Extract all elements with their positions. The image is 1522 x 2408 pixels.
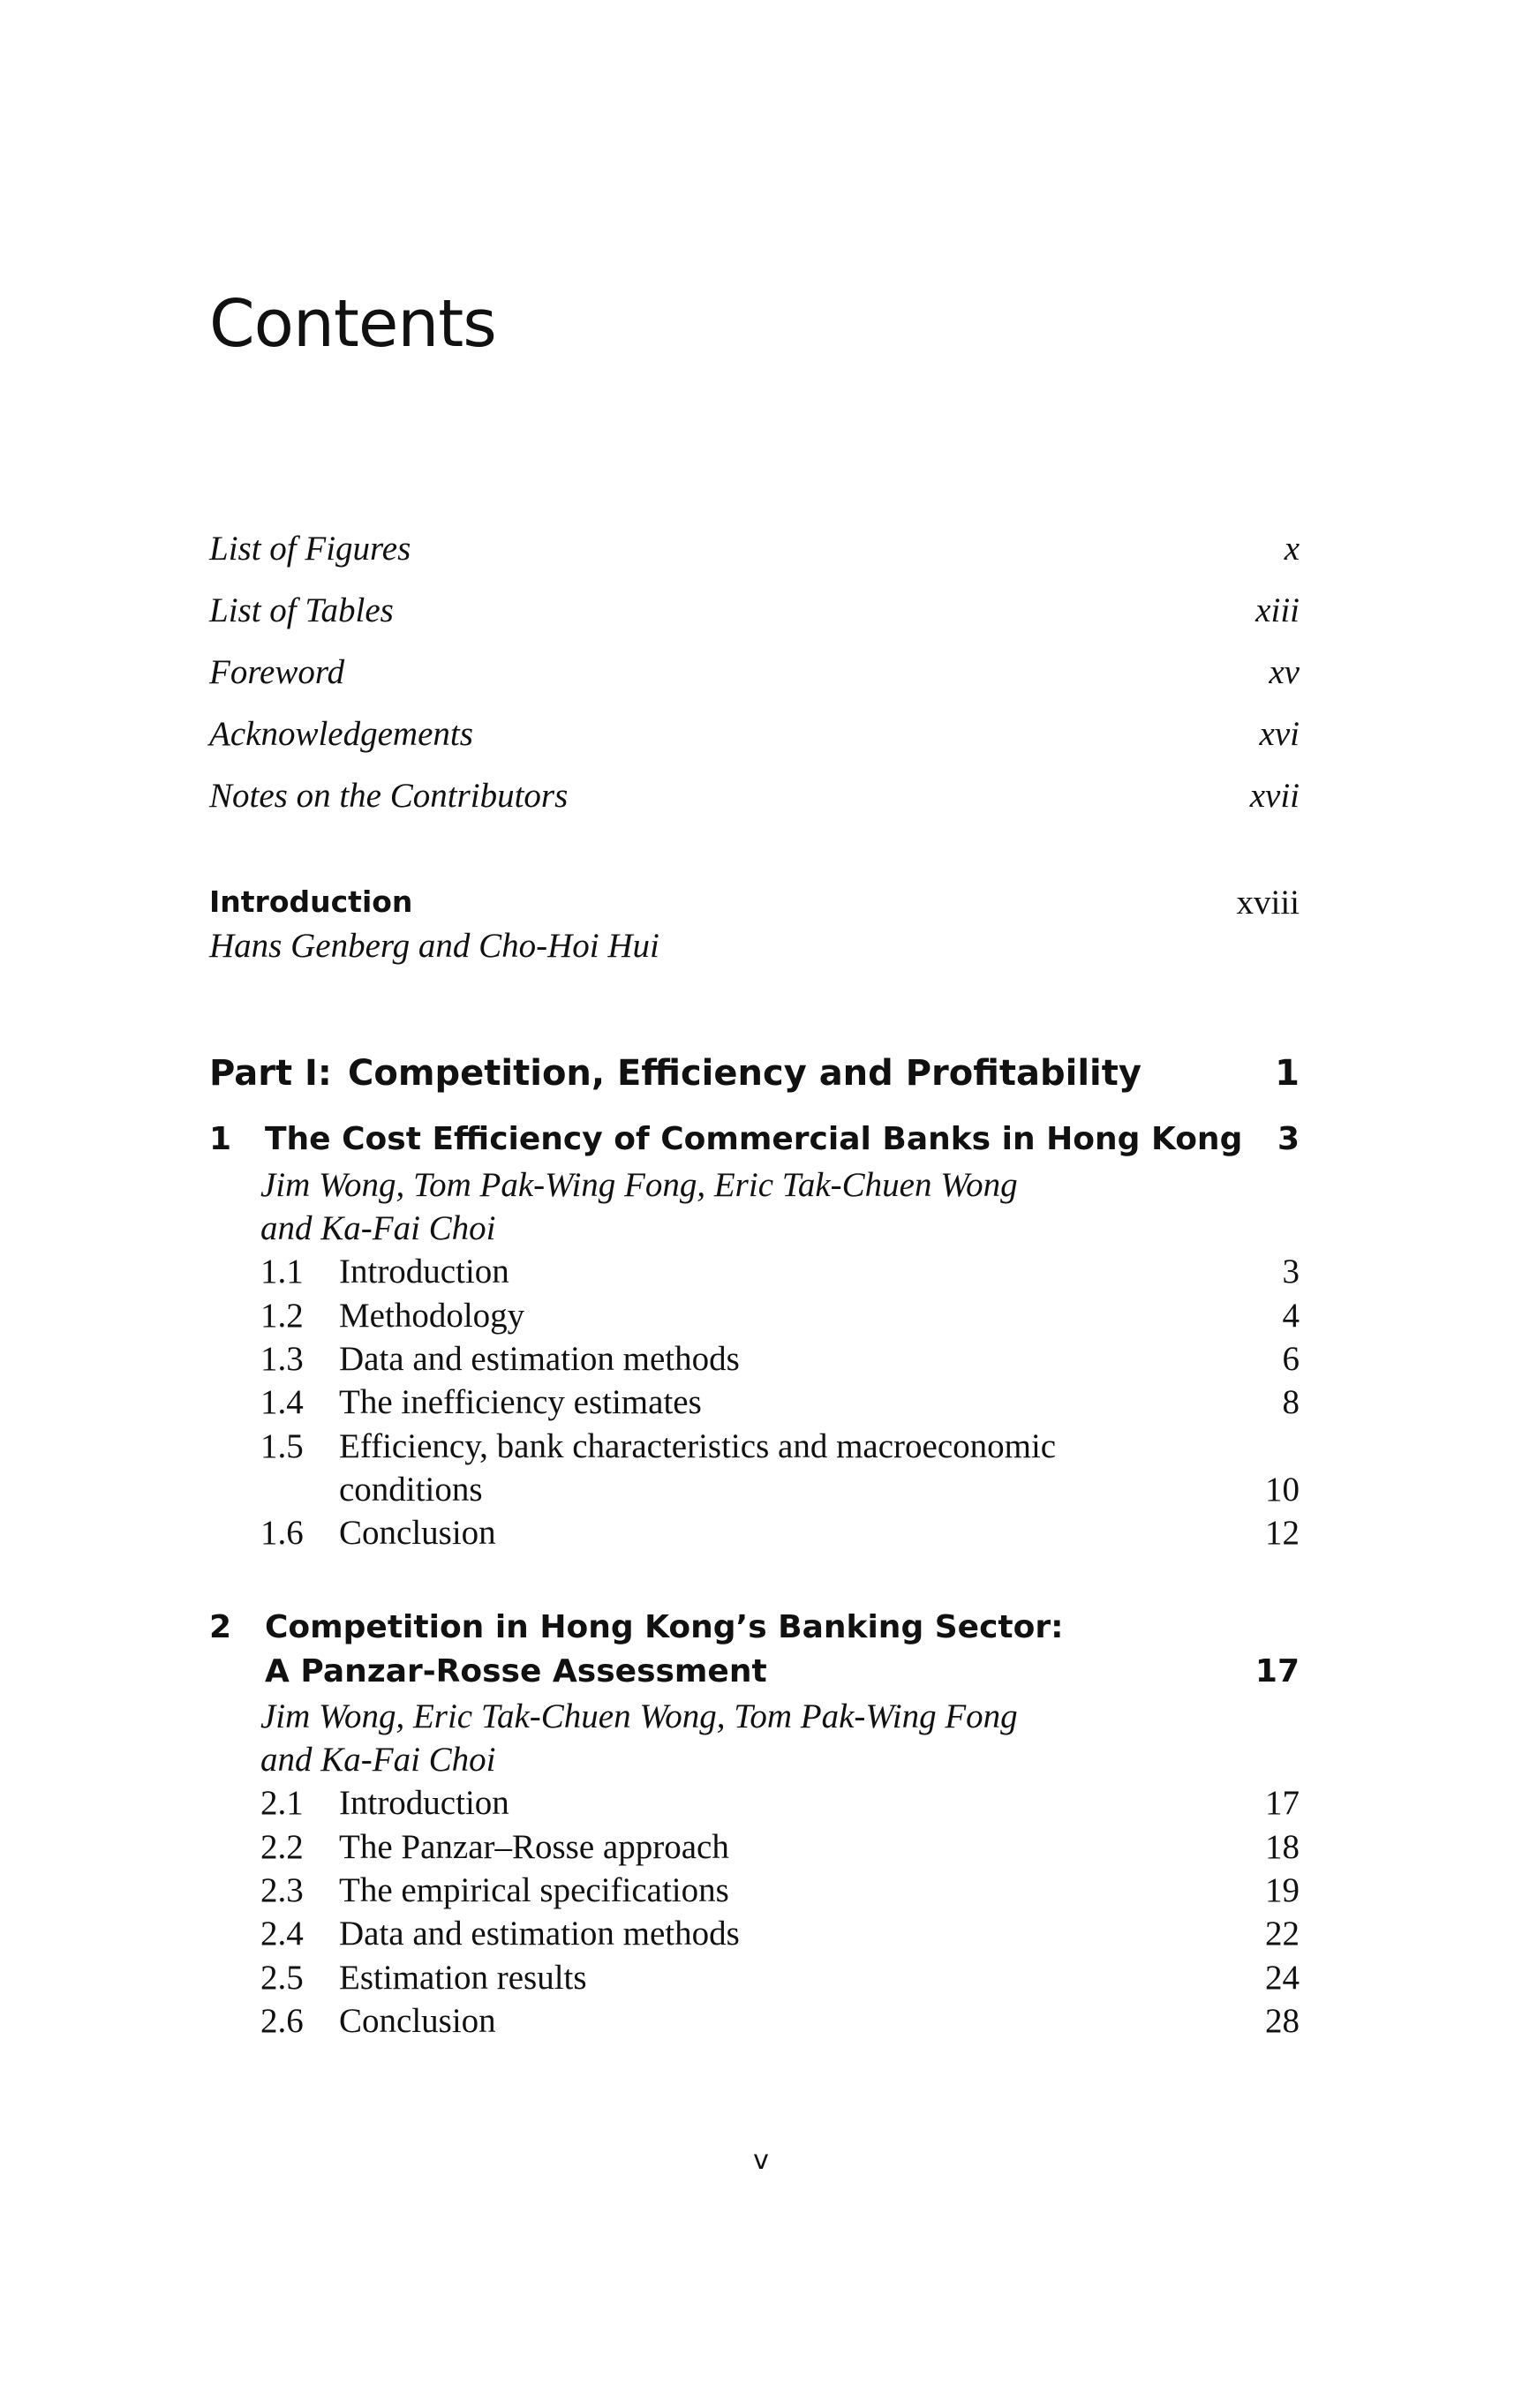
chapter-number: 1 <box>209 1121 232 1157</box>
section-number: 1.3 <box>260 1340 304 1378</box>
section-title: Methodology <box>339 1297 525 1335</box>
chapter-2-authors-line2: and Ka-Fai Choi <box>260 1741 496 1779</box>
section-title-continued: conditions <box>339 1471 483 1509</box>
chapter-title-line1: Competition in Hong Kong’s Banking Sector: <box>265 1609 1064 1645</box>
toc-entry-page: xv <box>1269 653 1300 691</box>
section-number: 2.3 <box>260 1871 304 1909</box>
section-page: 28 <box>1265 2002 1300 2040</box>
toc-entry-page: x <box>1284 530 1300 568</box>
chapter-1-authors-line2: and Ka-Fai Choi <box>260 1209 496 1247</box>
page-title: Contents <box>209 286 496 362</box>
section-page: 6 <box>1282 1340 1300 1378</box>
section-title: Estimation results <box>339 1959 587 1997</box>
section-page: 19 <box>1265 1871 1300 1909</box>
toc-entry-label: Notes on the Contributors <box>209 777 569 815</box>
toc-part-heading[interactable] <box>209 1053 1300 1094</box>
section-title: The Panzar–Rosse approach <box>339 1828 729 1866</box>
toc-entry-page: xvii <box>1249 777 1300 815</box>
chapter-title: The Cost Efficiency of Commercial Banks in Hong Kong <box>265 1121 1243 1157</box>
section-number: 2.4 <box>260 1915 304 1953</box>
section-page: 24 <box>1265 1959 1300 1997</box>
section-title: The empirical specifications <box>339 1871 729 1909</box>
section-number: 1.4 <box>260 1383 304 1421</box>
section-page: 12 <box>1265 1514 1300 1552</box>
chapter-number: 2 <box>209 1609 232 1645</box>
toc-entry-label: Foreword <box>209 653 345 691</box>
section-number: 1.6 <box>260 1514 304 1552</box>
section-number: 1.2 <box>260 1297 304 1335</box>
chapter-title-line2: A Panzar-Rosse Assessment <box>265 1653 767 1689</box>
toc-entry-label: Acknowledgements <box>209 715 473 753</box>
part-page: 1 <box>1275 1053 1300 1094</box>
page-folio: v <box>753 2145 769 2176</box>
part-label: Part I: <box>209 1053 332 1094</box>
chapter-page: 17 <box>1255 1653 1300 1689</box>
section-page: 8 <box>1282 1383 1300 1421</box>
toc-entry-notes-on-contributors[interactable] <box>209 779 1300 813</box>
chapter-2-authors-line1: Jim Wong, Eric Tak-Chuen Wong, Tom Pak-Wing Fong <box>260 1697 1018 1735</box>
section-number: 1.1 <box>260 1253 304 1291</box>
toc-entry-list-of-tables[interactable] <box>209 593 1300 628</box>
section-title: The inefficiency estimates <box>339 1383 702 1421</box>
section-title: Data and estimation methods <box>339 1915 740 1953</box>
section-page: 10 <box>1265 1471 1300 1509</box>
toc-entry-page: xviii <box>1236 884 1300 922</box>
section-title: Efficiency, bank characteristics and macroeconomic <box>339 1427 1057 1465</box>
toc-entry-label: List of Tables <box>209 591 394 629</box>
section-page: 3 <box>1282 1253 1300 1291</box>
toc-entry-label: List of Figures <box>209 530 411 568</box>
toc-entry-label: Introduction <box>209 884 413 919</box>
toc-entry-list-of-figures[interactable] <box>209 531 1300 566</box>
toc-entry-introduction[interactable] <box>209 884 1300 922</box>
section-title: Conclusion <box>339 2002 496 2040</box>
toc-entry-page: xvi <box>1259 715 1300 753</box>
section-page: 4 <box>1282 1297 1300 1335</box>
toc-entry-page: xiii <box>1255 591 1300 629</box>
section-title: Data and estimation methods <box>339 1340 740 1378</box>
section-number: 2.2 <box>260 1828 304 1866</box>
toc-entry-foreword[interactable] <box>209 655 1300 689</box>
section-title: Introduction <box>339 1784 509 1822</box>
toc-entry-acknowledgements[interactable] <box>209 717 1300 751</box>
chapter-1-authors-line1: Jim Wong, Tom Pak-Wing Fong, Eric Tak-Chuen Wong <box>260 1166 1018 1204</box>
section-title: Conclusion <box>339 1514 496 1552</box>
section-page: 18 <box>1265 1828 1300 1866</box>
chapter-page: 3 <box>1277 1121 1300 1157</box>
section-title: Introduction <box>339 1253 509 1291</box>
section-page: 17 <box>1265 1784 1300 1822</box>
part-title: Competition, Efficiency and Profitability <box>348 1053 1142 1094</box>
section-number: 2.6 <box>260 2002 304 2040</box>
introduction-authors: Hans Genberg and Cho-Hoi Hui <box>209 927 659 965</box>
section-number: 2.5 <box>260 1959 304 1997</box>
section-number: 1.5 <box>260 1427 304 1465</box>
section-number: 2.1 <box>260 1784 304 1822</box>
section-page: 22 <box>1265 1915 1300 1953</box>
